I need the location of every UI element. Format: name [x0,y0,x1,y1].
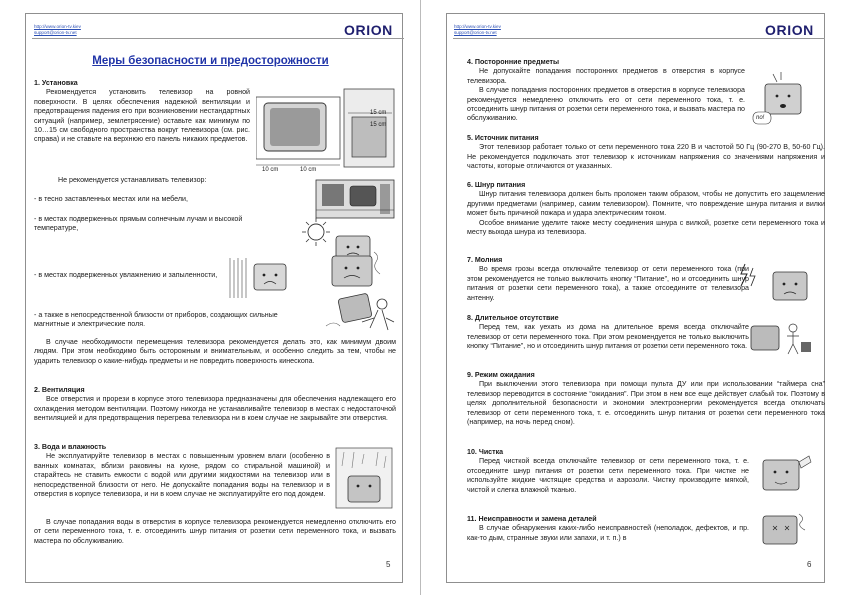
header-links [454,24,501,36]
brand-logo: ORION [344,22,393,38]
lightning-illustration [737,262,815,308]
travel-illustration [747,318,813,360]
not-recommended-intro: Не рекомендуется устанавливать телевизор: [58,176,207,184]
section-text: В случае попадания посторонних предметов в отверстия в корпусе телевизора рекомендуется немедленно отключить его от сети переменного тока, т. е. отсоединить шнур питания от розетки сети переменного тока, и вызвать мастера по обслуживанию. [467,86,745,123]
moving-advice [34,338,396,366]
dim-left-label: 10 cm [262,167,279,173]
section-water [34,443,330,499]
section-heading: 3. Вода и влажность [34,443,107,451]
bullet-sunlight: - в местах подверженных прямым солнечным лучам и высокой температуре, [34,215,243,233]
section-long-absence [467,314,749,352]
moisture-illustration [226,254,304,302]
bullet-moisture: - в местах подверженных увлажнению и запыленности, [34,271,218,279]
page-6 [421,0,842,595]
section-ventilation [34,386,396,424]
site-link[interactable]: http://www.orion-tv.kiev [454,24,501,29]
dim-top-label: 15 cm [370,110,387,116]
brand-logo: ORION [765,22,814,38]
section-text: При выключении этого телевизора при помощи пульта ДУ или при использовании “таймера сна” телевизор переводится в состояние “ожидания”. При этом в нем все еще действует слабый ток. Поэтому в целях дополнительной безопасности и экономии электроэнергии рекомендуется всегда отключать телевизор от сети переменного тока, т. е. отсоединить шнур питания от розетки сети переменного тока (например, на ночь перед сном). [467,380,825,427]
dust-illustration [324,246,390,292]
section-foreign-objects [467,58,745,124]
section-power-cord [467,181,825,237]
section-heading: 1. Установка [34,79,78,87]
repair-illustration [755,510,815,552]
section-text: Особое внимание уделите также месту соединения шнура с вилкой, розетке сети переменного тока и месту выхода шнура из телевизора. [467,218,825,237]
cabinet-illustration [314,176,396,220]
moving-text: В случае необходимости перемещения телевизора рекомендуется делать это, как минимум двоим людям. При этом необходимо быть осторожным и внимательным, и особенно следить за тем, чтобы не ударить телевизор о какие-нибудь предметы и не повредить поверхность кинескопа. [34,338,396,365]
header-rule [453,38,825,39]
section-text: Не эксплуатируйте телевизор в местах с повышенным уровнем влаги (особенно в ванных комнатах, вблизи раковины на кухне, рядом со стиральной машиной) и старайтесь не ставить емкости с водой или другими жидкостями на телевизор или в непосредственной близости от него. Не допускайте попадания воды на телевизор и в отверстия в корпусе телевизора, и ни в коем случае не эксплуатируйте его под дождем. [34,452,330,499]
section-heading: 5. Источник питания [467,134,539,142]
section-heading: 8. Длительное отсутствие [467,314,559,322]
cleaning-illustration [755,452,815,502]
section-text: В случае попадания воды в отверстия в корпусе телевизора рекомендуется немедленно отключить его от сети переменного тока, т. е. отсоединить шнур питания от розетки сети переменного тока, и вызвать мастера по обслуживанию. [34,518,396,545]
section-lightning [467,256,749,303]
section-text: Перед тем, как уехать из дома на длительное время всегда отключайте телевизор от сети переменного тока. При этом рекомендуется не только выключить кнопку “Питание”, но и отсоединить шнур питания от розетки сети переменного тока. [467,323,749,351]
section-text: Не допускайте попадания посторонних предметов в отверстия в корпусе телевизора. [467,67,745,85]
bullet-crowded: - в тесно заставленных местах или на мебели, [34,195,188,203]
page-number: 6 [807,560,812,569]
section-repair [467,515,749,543]
page-title: Меры безопасности и предосторожности [92,55,329,67]
header-rule [32,38,404,39]
page-number: 5 [386,560,391,569]
support-link[interactable]: support@orion-tv.net [34,30,77,35]
shower-illustration [334,446,396,512]
magnet-illustration [322,290,398,344]
dim-right-label: 10 cm [300,167,317,173]
section-text: В случае обнаружения каких-либо неисправностей (неполадок, дефектов, и пр. как-то дым, странные звуки или запахи, и т. п.) в [467,524,749,542]
section-heading: 6. Шнур питания [467,181,526,189]
bullet-magnetic: - а также в непосредственной близости от приборов, создающих сильные магнитные и электрические поля. [34,311,278,329]
section-text: Шнур питания телевизора должен быть проложен таким образом, чтобы не допустить его защемление другими предметами (например, самим телевизором). Помните, что повреждение шнура питания и вилки может быть причиной пожара и удара электрическим током. [467,190,825,218]
site-link[interactable]: http://www.orion-tv.kiev [34,24,81,29]
section-heading: 2. Вентиляция [34,386,85,394]
tv-clearance-illustration [256,85,398,175]
section-text: Рекомендуется установить телевизор на ровной поверхности. В целях обеспечения надежной вентиляции и предотвращения падения его при возникновении нестандартных ситуаций (например, землетрясение) оставьте как минимум по 10…15 см свободного пространства вокруг телевизора (см. рис. справа) и не ставьте на верхнюю его панель никаких предметов. [34,88,250,144]
section-water-2 [34,518,396,546]
section-power-source [467,134,825,172]
section-cleaning [467,448,749,495]
no-label: no! [756,115,765,121]
section-heading: 4. Посторонние предметы [467,58,560,66]
support-link[interactable]: support@orion-tv.net [454,30,497,35]
section-text: Все отверстия и прорези в корпусе этого телевизора предназначены для обеспечения надлежащего его охлаждения методом вентиляции. Поэтому никогда не устанавливайте телевизор в местах с недостаточной вентиляцией и для предотвращения перегрева телевизора ни в коем случае не закрывайте эти отверстия. [34,395,396,423]
dim-side-label: 15 cm [370,122,387,128]
section-heading: 11. Неисправности и замена деталей [467,515,597,523]
section-standby [467,371,825,427]
section-text: Этот телевизор работает только от сети переменного тока 220 В и частотой 50 Гц (90-270 В, 50-60 Гц). Не рекомендуется подключать этот телевизор к источникам напряжения со значениями напряжения и частоты, которые отличаются от указанных. [467,143,825,171]
section-installation [34,79,250,145]
section-heading: 7. Молния [467,256,503,264]
section-text: Перед чисткой всегда отключайте телевизор от сети переменного тока, т. е. отсоедините шнур питания от розетки сети переменного тока. При чистке не используйте жидкие чистящие средства и аэрозоли. Чистку производите мягкой, чистой и слегка влажной тканью. [467,457,749,494]
section-heading: 10. Чистка [467,448,504,456]
header-links [34,24,81,36]
section-heading: 9. Режим ожидания [467,371,535,379]
section-text: Во время грозы всегда отключайте телевизор от сети переменного тока (при этом рекомендуется не только выключить кнопку “Питание”, но и отсоединить шнур питания от розетки сети переменного тока), а также отсоедините от телевизора антенну. [467,265,749,302]
